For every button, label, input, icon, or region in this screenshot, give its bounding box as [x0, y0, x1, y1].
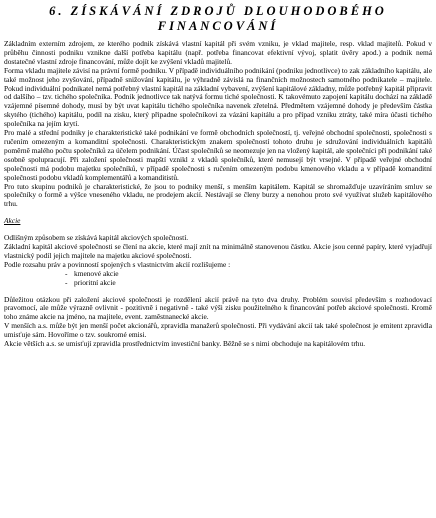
akcie-after-paragraph-2: V menších a.s. může být jen menší počet akcionářů, zpravidla manažerů společnosti. Při vydávání akcií tak také společnost je emitent zpravidla umisťuje sám. Hovoříme o tzv. soukromé emisi. — [4, 321, 432, 340]
page-title — [4, 4, 432, 34]
akcie-after-paragraph-1: Důležitou otázkou při založení akciové společnosti je rozdělení akcií právě na tyto dva druhy. Problém souvisí především s rozhodovací pravomocí, ale může výrazně ovlivnit - pozitivně i negativně - také výši zisku použitelného k financování potřeb akciové společnosti. Kromě toho známe akcie na jméno, na majitele, event. zaměstnanecké akcie. — [4, 294, 432, 322]
title-line-2: FINANCOVÁNÍ — [157, 19, 279, 33]
spacer — [4, 209, 432, 217]
list-item: - kmenové akcie — [74, 270, 432, 279]
list-item: - prioritní akcie — [74, 279, 432, 288]
akcie-types-list — [4, 270, 432, 288]
akcie-paragraph-3: Podle rozsahu práv a povinností spojených s vlastnictvím akcií rozlišujeme : — [4, 259, 231, 269]
intro-paragraph-3: Pro malé a střední podniky je charakteristické také podnikání ve formě obchodních společností, tj. veřejné obchodní společnosti, společnosti s ručením omezeným a komanditní společnosti. Charakteristickým znakem společností tohoto druhu je sdružování individuálních kapitálů poměrně malého počtu společníků za účelem podnikání. Účast společníků se neomezuje jen na vložený kapitál, ale společníci při podnikání také osobně spolupracují. Při založení společnosti mapští vznikl z vkladů společníků, které nemusejí být vrsejné. V případě veřejné obchodní společnosti má podobu majetku společníků, v případě společnosti s ručením omezeným podobu kmenového vkladu a v případě komanditní společnosti podobu vkladů komplementářů a komanditistů. — [4, 128, 432, 182]
akcie-after-paragraph-3: Akcie větších a.s. se umisťují zpravidla prostřednictvím investiční banky. Běžně se s nimi obchoduje na kapitálovém trhu. — [4, 339, 366, 349]
section-heading-akcie: Akcie — [4, 216, 21, 226]
body-text — [4, 40, 432, 349]
title-line-1: 6. ZÍSKÁVÁNÍ ZDROJŮ DLOUHODOBÉHO — [49, 4, 387, 18]
intro-paragraph-1: Základním externím zdrojem, ze kterého podnik získává vlastní kapitál při svém vzniku, je vklad majitele, resp. vklad majitelů. Pokud v průběhu činnosti podniku vznikne další potřeba kapitálu (např. potřeba financovat efektivní vývoj, splatit úvěry apod.) a podnik nemá dostatečné vlastní zdroje financování, může dojít ke zvýšení vkladů majitelů. — [4, 39, 432, 66]
intro-paragraph-2: Forma vkladu majitele závisí na právní formě podniku. V případě individuálního podnikání (podniku jednotlivce) to zak základního kapitálu, ale také možnost jeho zvyšování, případně snižování kapitálu, je výhradně závislá na finančních možnostech samotného podnikatele – majitele. Pokud individuální podnikatel nemá potřebný vlastní kapitál na základní vybavení, zvýšení kapitálové základny, může potřebný kapitál připravit od dalšího – tzv. tichého společníka. Podnik jednotlivce tak natývá formu tiché společnosti. K takovémuto zapojení kapitálu dochází na základě vzájemné písemné dohody, musí by být uvat kapitálu tichého společníka navenek zřetelná. Předmětem vzájemné dohody je především částka skytého (tichého) kapitálu, podíl na zisku, který připadne společníkovi za vázání kapitálu a pro případ vzniku ztráty, také míra účasti tichého společníka na jejím krytí. — [4, 65, 432, 129]
akcie-paragraph-1: Odlišným způsobem se získává kapitál akciových společností. — [4, 233, 189, 243]
akcie-paragraph-2: Základní kapitál akciové společnosti se člení na akcie, které mají znít na minimálně stanovenou částku. Akcie jsou cenné papíry, které vyjadřují vlastnický podíl jejich majitele na majetku akciové společnosti. — [4, 242, 432, 260]
intro-paragraph-4: Pro tuto skupinu podniků je charakteristické, že jsou to podniky menší, s menším kapitálem. Kapitál se shromažďuje uzavíráním smluv se společníky o formě a výšce vneseného vkladu, ne prodejem akcií. Nestávají se členy burzy a nenohou proto své využívat služeb kapitálového trhu. — [4, 181, 432, 209]
